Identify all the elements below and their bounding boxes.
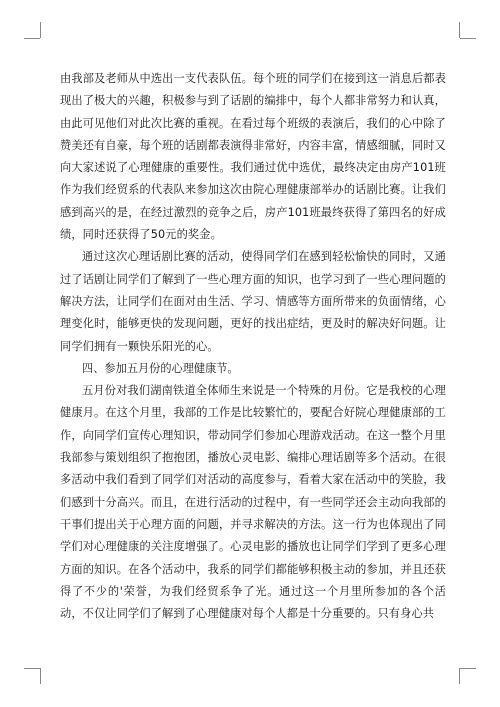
- document-body: [60, 68, 446, 625]
- paragraph-may-activities: 五月份对我们湖南铁道全体师生来说是一个特殊的月份。它是我校的心理健康月。在这个月里，我部的工作是比较繁忙的，要配合好院心理健康部的工作，向同学们宣传心理知识，带动同学们参加心理游戏活动。在这一整个月里我部参与策划组织了抱抱团，播放心灵电影、编排心理话剧等多个活动。在很多活动中我们看到了同学们对活动的高度参与，看着大家在活动中的笑脸，我们感到十分高兴。而且，在进行活动的过程中，有一些同学还会主动向我部的干事们提出关于心理方面的问题，并寻求解决的方法。这一行为也体现出了同学们对心理健康的关注度增强了。心灵电影的播放也让同学们学到了更多心理方面的知识。在各个活动中，我系的同学们都能够积极主动的参加，并且还获得了不少的'荣誉，为我们经贸系争了光。通过这一个月里所参加的各个活动，不仅让同学们了解到了心理健康对每个人都是十分重要的。只有身心共: [60, 384, 446, 621]
- crop-mark-top-right-v: [459, 22, 460, 38]
- crop-mark-top-right-h: [460, 38, 476, 39]
- crop-mark-bottom-right-h: [460, 668, 476, 669]
- crop-mark-bottom-right-v: [459, 668, 460, 684]
- crop-mark-top-left-h: [24, 38, 40, 39]
- paragraph-team-selection: 由我部及老师从中选出一支代表队伍。每个班的同学们在接到这一消息后都表现出了极大的兴趣，积极参与到了话剧的编排中，每个人都非常努力和认真，由此可见他们对此次比赛的重视。在看过每个班级的表演后，我们的心中除了赞美还有自豪，每个班的话剧都表演得非常好，内容丰富，情感细腻，同时又向大家述说了心理健康的重要性。我们通过优中选优，最终决定由房产101班作为我们经贸系的代表队来参加这次由院心理健康部举办的话剧比赛。让我们感到高兴的是，在经过激烈的竞争之后，房产101班最终获得了第四名的好成绩，同时还获得了50元的奖金。: [60, 72, 446, 242]
- paragraph-drama-outcome: 通过这次心理话剧比赛的活动，使得同学们在感到轻松愉快的同时，又通过了话剧让同学们了解到了一些心理方面的知识，也学习到了一些心理问题的解决方法，让同学们在面对由生活、学习、情感等方面所带来的负面情绪，心理变化时，能够更快的发现问题，更好的找出症结，更及时的解决好问题。让同学们拥有一颗快乐阳光的心。: [60, 250, 446, 353]
- crop-mark-bottom-left-h: [24, 668, 40, 669]
- crop-mark-bottom-left-v: [40, 668, 41, 684]
- crop-mark-top-left-v: [40, 22, 41, 38]
- section-heading-mental-health-festival: 四、参加五月份的心理健康节。: [82, 361, 239, 375]
